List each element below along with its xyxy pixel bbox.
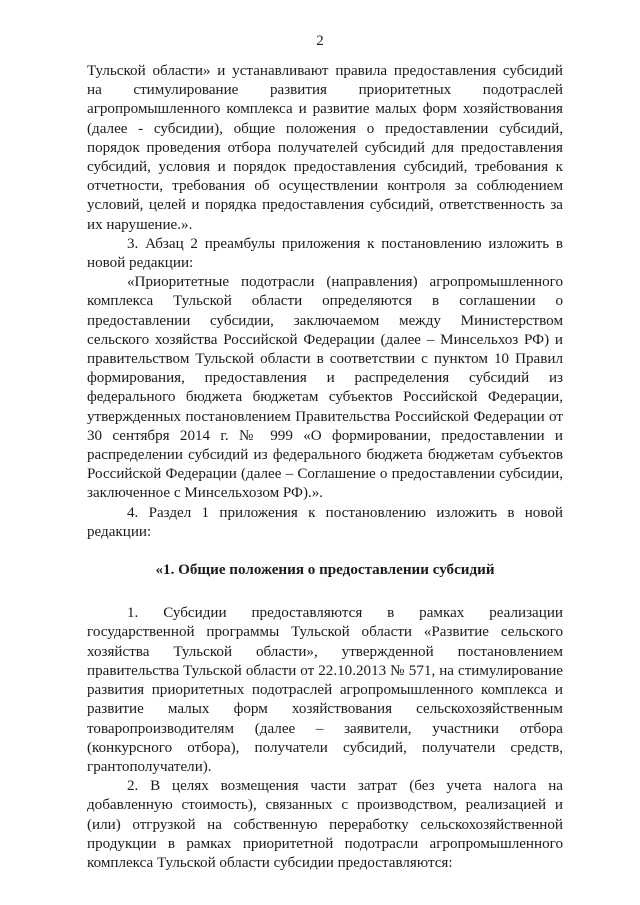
- paragraph-priority-subsectors: «Приоритетные подотрасли (направления) агропромышленного комплекса Тульской области определяются в соглашении о предоставлении субсидии, заключаемом между Министерством сельского хозяйства Российской Федерации (далее – Минсельхоз РФ) и правительством Тульской области в соответствии с пунктом 10 Правил формирования, предоставления и распределения субсидий из федерального бюджета бюджетам субъектов Российской Федерации, утвержденных постановлением Правительства Российской Федерации от 30 сентября 2014 г. № 999 «О формировании, предоставлении и распределении субсидий из федерального бюджета бюджетам субъектов Российской Федерации (далее – Соглашение о предоставлении субсидии, заключенное с Минсельхозом РФ).».: [87, 274, 563, 502]
- paragraph-item-3: 3. Абзац 2 преамбулы приложения к постановлению изложить в новой редакции:: [87, 235, 563, 272]
- paragraph-clause-1: 1. Субсидии предоставляются в рамках реализации государственной программы Тульской области «Развитие сельского хозяйства Тульской области», утвержденной постановлением правительства Тульской области от 22.10.2013 № 571, на стимулирование развития приоритетных подотраслей агропромышленного комплекса и развитие малых форм хозяйствования сельскохозяйственным товаропроизводителям (далее – заявители, участники отбора (конкурсного отбора), получатели субсидий, получатели средств, грантополучатели).: [87, 605, 563, 775]
- paragraph-rules-scope: Тульской области» и устанавливают правила предоставления субсидий на стимулирование развития приоритетных подотраслей агропромышленного комплекса и развитие малых форм хозяйствования (далее - субсидии), общие положения о предоставлении субсидий, порядок проведения отбора получателей субсидий для предоставления субсидий, условия и порядок предоставления субсидий, требования к отчетности, требования об осуществлении контроля за соблюдением условий, целей и порядка предоставления субсидий, ответственность за их нарушение.».: [87, 63, 563, 233]
- paragraph-item-4: 4. Раздел 1 приложения к постановлению изложить в новой редакции:: [87, 504, 563, 540]
- page-number: 2: [316, 33, 324, 49]
- paragraph-clause-2: 2. В целях возмещения части затрат (без учета налога на добавленную стоимость), связанных с производством, реализацией и (или) отгрузкой на собственную переработку сельскохозяйственной продукции в рамках приоритетной подотрасли агропромышленного комплекса Тульской области субсидии предоставляются:: [87, 778, 563, 871]
- section-heading: «1. Общие положения о предоставлении субсидий: [155, 562, 495, 579]
- document-body: [87, 62, 563, 873]
